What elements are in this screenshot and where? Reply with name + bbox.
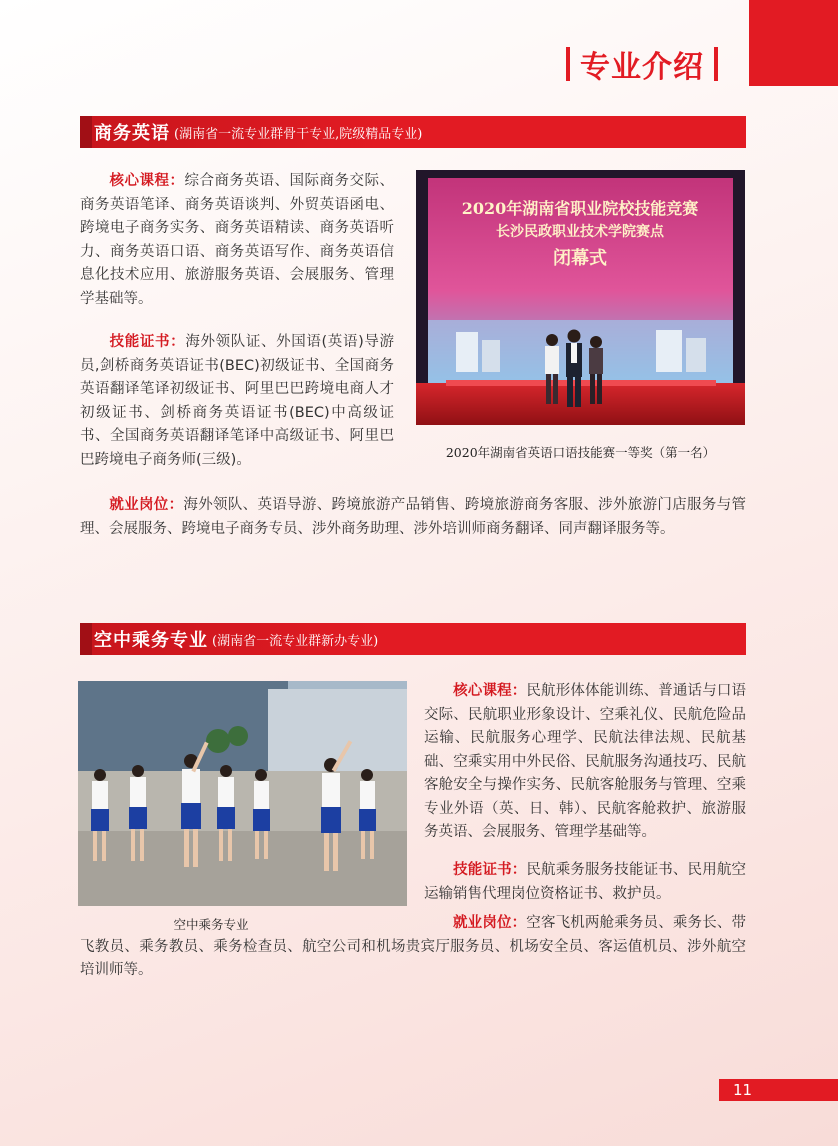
- certificates-label: 技能证书：: [453, 862, 527, 878]
- certificates-text: 海外领队证、外国语(英语)导游员,剑桥商务英语证书(BEC)初级证书、全国商务英语翻译笔译初级证书、阿里巴巴跨境电商人才初级证书、剑桥商务英语证书(BEC)中高级证书、全国商务英语翻译笔译中高级证书、阿里巴巴跨境电子商务师(三级)。: [80, 334, 394, 468]
- heading-bar-right: [714, 47, 718, 81]
- flight-attendant-photo: [78, 681, 407, 906]
- flight-attendant-photo-illustration: [78, 681, 407, 906]
- band-tab: [80, 116, 92, 148]
- section-band-flight-attendant: [80, 623, 746, 655]
- core-courses-paragraph: [424, 680, 746, 845]
- certificates-paragraph: [424, 859, 746, 906]
- page-heading: [566, 44, 718, 84]
- certificates-label: 技能证书：: [109, 334, 186, 350]
- section-band-business-english: [80, 116, 746, 148]
- section-title: 商务英语: [94, 123, 170, 144]
- competition-photo: [416, 170, 745, 425]
- page-number: 11: [719, 1079, 838, 1101]
- section-note: (湖南省一流专业群新办专业): [212, 633, 379, 649]
- band-tab: [80, 623, 92, 655]
- competition-photo-illustration: [416, 170, 745, 425]
- page-title: 专业介绍: [580, 50, 704, 85]
- screen-text-line2: 长沙民政职业技术学院赛点: [496, 224, 664, 240]
- jobs-text: 空客飞机两舱乘务员、乘务长、带飞教员、乘务教员、乘务检查员、航空公司和机场贵宾厅服务员、机场安全员、客运值机员、涉外航空培训师等。: [80, 915, 747, 978]
- certificates-text: 民航乘务服务技能证书、民用航空运输销售代理岗位资格证书、救护员。: [424, 862, 747, 902]
- section-title: 空中乘务专业: [94, 630, 208, 651]
- heading-bar-left: [566, 47, 570, 81]
- section-note: (湖南省一流专业群骨干专业,院级精品专业): [174, 126, 423, 142]
- certificates-paragraph: [80, 331, 394, 472]
- core-courses-text: 民航形体体能训练、普通话与口语交际、民航职业形象设计、空乘礼仪、民航危险品运输、民航服务心理学、民航法律法规、民航基础、空乘实用中外民俗、民航服务沟通技巧、民航客舱安全与操作实务、民航客舱服务与管理、空乘专业外语（英、日、韩）、民航客舱救护、旅游服务英语、会展服务、管理学基础等。: [424, 683, 747, 840]
- corner-accent: [749, 0, 838, 86]
- jobs-paragraph: [80, 494, 746, 541]
- competition-photo-caption: 2020年湖南省英语口语技能赛一等奖（第一名）: [445, 445, 716, 460]
- screen-text-line3: 闭幕式: [553, 248, 607, 269]
- core-courses-label: 核心课程：: [453, 683, 527, 699]
- core-courses-label: 核心课程：: [109, 173, 185, 189]
- core-courses-text: 综合商务英语、国际商务交际、商务英语笔译、商务英语谈判、外贸英语函电、跨境电子商务实务、商务英语精读、商务英语听力、商务英语口语、商务英语写作、商务英语信息化技术应用、旅游服务英语、会展服务、管理学基础等。: [80, 173, 394, 307]
- screen-text-line1: 2020年湖南省职业院校技能竞赛: [461, 199, 699, 218]
- jobs-text: 海外领队、英语导游、跨境旅游产品销售、跨境旅游商务客服、涉外旅游门店服务与管理、会展服务、跨境电子商务专员、涉外商务助理、涉外培训师商务翻译、同声翻译服务等。: [80, 497, 747, 537]
- core-courses-paragraph: [80, 170, 394, 311]
- flight-attendant-photo-caption: 空中乘务专业: [173, 917, 249, 932]
- jobs-label: 就业岗位：: [453, 915, 527, 931]
- jobs-paragraph: [80, 912, 746, 983]
- jobs-label: 就业岗位：: [109, 497, 184, 513]
